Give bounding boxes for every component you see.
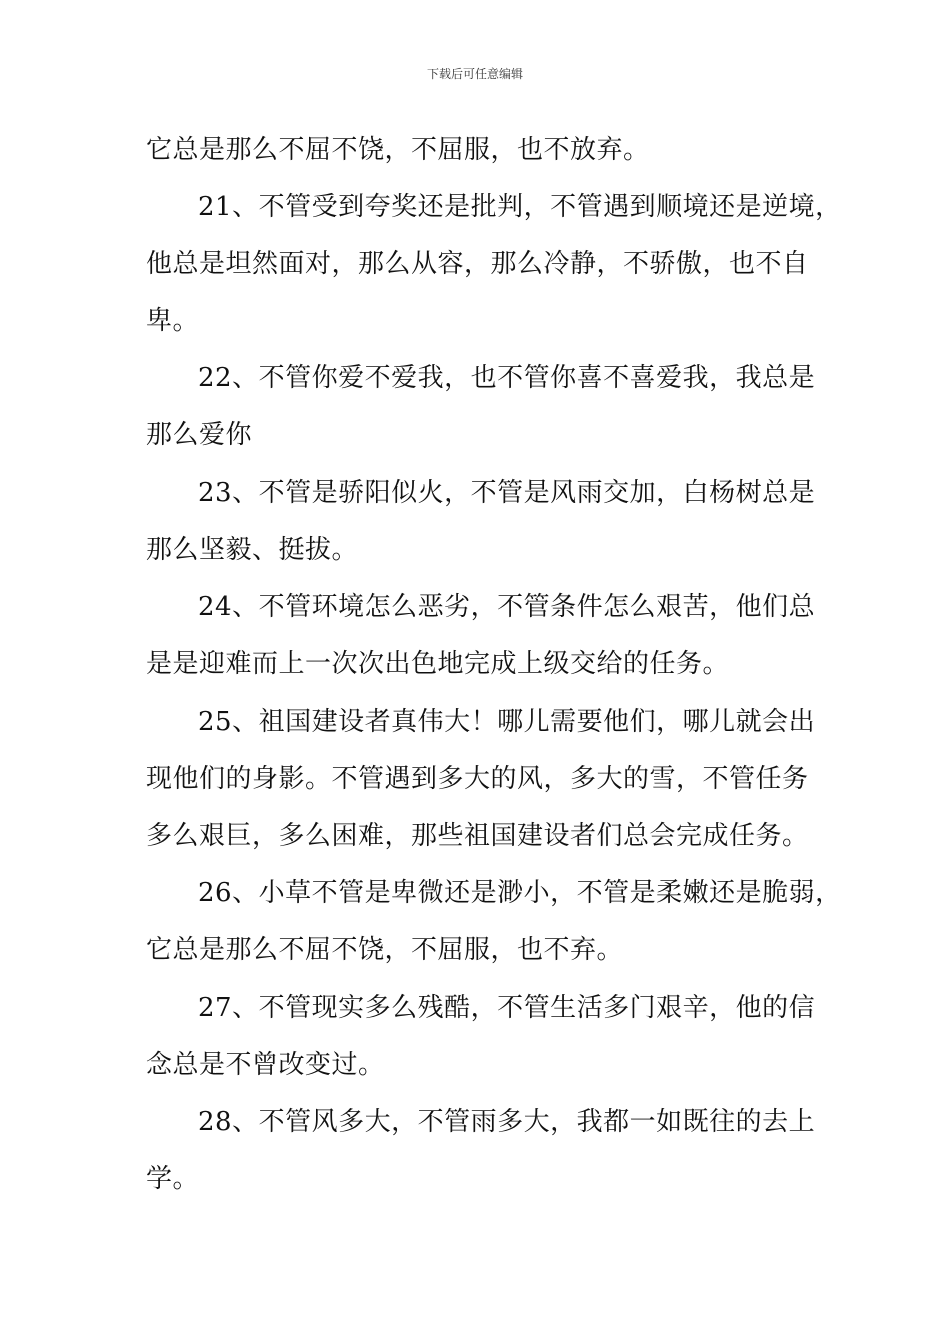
text-line: 念总是不曾改变过。: [146, 1050, 385, 1080]
text-line: 学。: [146, 1164, 200, 1194]
text-line-item-25: 25、祖国建设者真伟大！哪儿需要他们，哪儿就会出: [198, 707, 816, 737]
text-line: 多么艰巨，多么困难，那些祖国建设者们总会完成任务。: [146, 821, 809, 851]
text-line: 它总是那么不屈不饶，不屈服，也不放弃。: [146, 135, 650, 165]
text-line: 现他们的身影。不管遇到多大的风，多大的雪，不管任务: [146, 764, 809, 794]
text-line-item-24: 24、不管环境怎么恶劣，不管条件怎么艰苦，他们总: [198, 592, 816, 622]
text-line: 它总是那么不屈不饶，不屈服，也不弃。: [146, 935, 624, 965]
text-line-item-27: 27、不管现实多么残酷，不管生活多门艰辛，他的信: [198, 993, 816, 1023]
page-header: 下载后可任意编辑: [426, 67, 523, 81]
text-line-item-26: 26、小草不管是卑微还是渺小，不管是柔嫩还是脆弱，: [198, 878, 842, 908]
text-line: 那么爱你: [146, 420, 253, 450]
text-line-item-28: 28、不管风多大，不管雨多大，我都一如既往的去上: [198, 1107, 816, 1137]
text-line-item-22: 22、不管你爱不爱我，也不管你喜不喜爱我，我总是: [198, 363, 816, 393]
text-line-item-23: 23、不管是骄阳似火，不管是风雨交加，白杨树总是: [198, 478, 816, 508]
text-line: 他总是坦然面对，那么从容，那么冷静，不骄傲，也不自: [146, 249, 809, 279]
text-line: 卑。: [146, 306, 200, 336]
text-line: 那么坚毅、挺拔。: [146, 535, 359, 565]
text-line: 是是迎难而上一次次出色地完成上级交给的任务。: [146, 649, 730, 679]
text-line-item-21: 21、不管受到夸奖还是批判，不管遇到顺境还是逆境，: [198, 192, 842, 222]
